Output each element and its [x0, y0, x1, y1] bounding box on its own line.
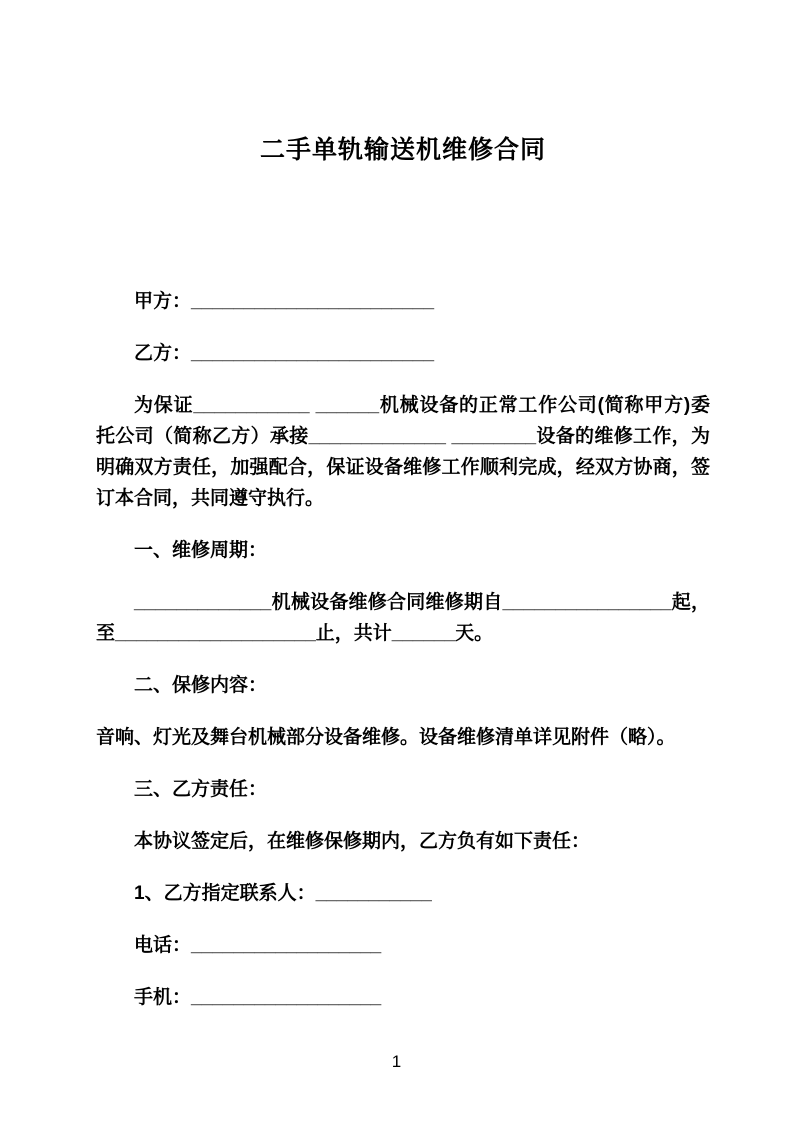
- section-2-paragraph-warranty-content: 音响、灯光及舞台机械部分设备维修。设备维修清单详见附件（略）。: [96, 727, 676, 748]
- section-1-paragraph-maintenance-period: _____________机械设备维修合同维修期自________________起，至___________________止，共计______天。: [96, 592, 710, 644]
- section-3-paragraph-telephone: 电话：__________________: [134, 935, 382, 956]
- section-3-heading: 三、乙方责任：: [134, 779, 268, 800]
- section-3-paragraph-contact-person: 1、乙方指定联系人：___________: [134, 883, 432, 904]
- preamble-paragraph: 为保证___________ ______机械设备的正常工作公司(简称甲方)委托公司（简称乙方）承接_____________ ________设备的维修工作，为明确双方责任，加强配合，保证设备维修工作顺利完成，经双方协商，签订本合同，共同遵守执行。: [96, 395, 710, 509]
- document-title: 二手单轨输送机维修合同: [259, 136, 546, 164]
- page-number: 1: [391, 1052, 402, 1071]
- section-2-heading: 二、保修内容：: [134, 675, 268, 696]
- party-b-line: 乙方：_______________________: [134, 343, 435, 364]
- party-a-line: 甲方：_______________________: [134, 291, 435, 312]
- section-3-paragraph-responsibility-intro: 本协议签定后，在维修保修期内，乙方负有如下责任：: [134, 831, 591, 852]
- section-1-heading: 一、维修周期：: [134, 540, 268, 561]
- section-3-paragraph-mobile: 手机：__________________: [134, 987, 382, 1008]
